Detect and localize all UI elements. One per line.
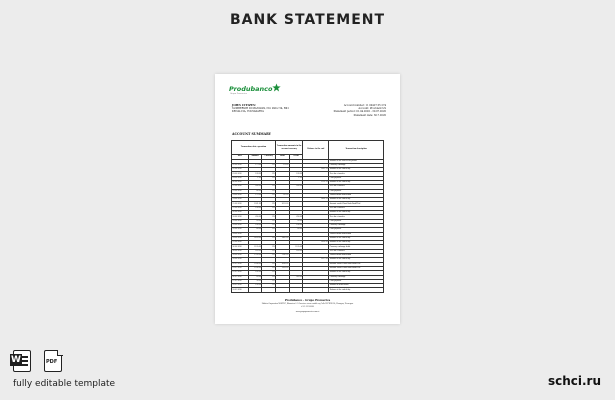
cell-credit: 128.00 [289,172,303,176]
cell-date: 14.04.2020 [232,193,249,197]
cell-description: Fees for a transfer [329,185,384,189]
cell-date: 16.04.2020 [232,211,249,215]
cell-credit: 890.00 [289,185,303,189]
cell-amount: 1098.00 [248,262,262,266]
cell-date: 09.05.2020 [232,284,249,288]
footer-phone: +505 22596080 [301,307,314,308]
cell-description: Balance at the end of day [329,258,384,262]
word-line [22,356,28,358]
page-title: BANK STATEMENT [229,12,386,28]
cell-date: 24.04.2020 [232,232,249,236]
cell-currency: US [262,215,276,219]
header-date: Date [232,155,249,160]
word-letter: W [11,355,21,365]
cell-date: 15.04.2020 [232,206,249,210]
cell-currency: US [262,219,276,223]
statement-period: Statement period: 01.04.2020 - 30.07.2020 [333,110,386,114]
cell-currency: US [262,223,276,227]
cell-description: Balance at the end of day [329,288,384,292]
cell-amount: 1.00 [248,176,262,180]
cell-amount: 1109.00 [248,245,262,249]
account-summary-title: ACCOUNT SUMMARY [232,132,271,136]
cell-date: 03.04.2020 [232,172,249,176]
template-caption: fully editable template [13,379,116,389]
cell-amount: 1460.00 [248,236,262,240]
word-line [22,360,28,362]
footer-web: www.grupopromerica.com.ni [295,312,320,313]
word-file-icon [13,350,31,372]
cell-description: Card payment [329,279,384,283]
cell-credit: 1.00 [289,176,303,180]
header-balance: Balance in the end [303,141,329,160]
cell-currency: US [262,271,276,275]
cell-debit: 1098.00 [276,262,290,266]
cell-description: Account credit Client Bank BankT.Ltd [329,202,384,206]
bank-logo: Produbanco [229,85,273,93]
cell-description: Balance at the start of the period [329,159,384,163]
cell-date: 25.04.2020 [232,241,249,245]
cell-date: 11.04.2020 [232,185,249,189]
cell-currency: US [262,245,276,249]
transactions-table [231,140,384,293]
header-amount: Amount [248,155,262,160]
cell-date: 19.04.2020 [232,223,249,227]
cell-date: 14.04.2020 [232,198,249,202]
cell-amount [248,288,262,292]
cell-currency: US [262,202,276,206]
cell-currency: US [262,249,276,253]
header-description: Transaction description [329,141,384,160]
cell-description: Card payment [329,219,384,223]
cell-date: 06.04.2020 [232,180,249,184]
footer-bank-name: Produbanco - Grupo Promerica [284,299,331,302]
cell-currency: US [262,189,276,193]
cell-amount: 190.00 [248,206,262,210]
client-info [232,104,289,114]
cell-date: 22.04.2020 [232,228,249,232]
statement-date: Statement date: 30.7.2020 [353,113,386,117]
cell-balance [303,288,329,292]
cell-description: Currency exchange debit [329,245,384,249]
cell-currency: US [262,193,276,197]
cell-credit: 690.00 [289,215,303,219]
cell-balance: 1641.21 [303,168,329,172]
header-amounts: Transaction amounts in the account currency [276,141,303,155]
cell-currency: US [262,206,276,210]
cell-credit: 108.00 [289,223,303,227]
cell-amount: 40.00 [248,275,262,279]
cell-description: Card payment [329,189,384,193]
cell-description: Balance at the end of day [329,241,384,245]
cell-amount: 690.00 [248,215,262,219]
account-number: Account number: 11 00427 65 274 [343,104,386,107]
cell-description: Transfer debit transaction [329,232,384,236]
cell-date: 19.04.2020 [232,219,249,223]
header-debit: Debit [276,155,290,160]
cell-debit: 1460.00 [276,236,290,240]
cell-description: Balance at the end of day [329,271,384,275]
cell-amount: 850.00 [248,249,262,253]
cell-credit: 20.00 [289,219,303,223]
cell-debit [276,288,290,292]
cell-balance: 1806.21 [303,198,329,202]
cell-credit: 460.00 [289,275,303,279]
cell-description: Balance at the end of day [329,180,384,184]
client-address-line2: KENALCIA, YOGYAKARTA [232,110,264,114]
cell-description: Currency exchange [329,223,384,227]
header-currency: Currency [262,155,276,160]
cell-description: Currency exchange [329,275,384,279]
cell-date: 26.04.2020 [232,245,249,249]
cell-date: 07.05.2020 [232,279,249,283]
cell-description: Account credit Client Bank BankT.Ltd [329,262,384,266]
cell-debit: 1394.00 [276,266,290,270]
cell-description: Transfer debit transaction [329,254,384,258]
cell-date: 01.05.2020 [232,262,249,266]
cell-currency: US [262,279,276,283]
cell-amount: 173.00 [248,163,262,167]
cell-balance: 1217.81 [303,258,329,262]
cell-description: Balance at the end of day [329,236,384,240]
cell-debit: 170.00 [276,193,290,197]
cell-amount: 108.00 [248,223,262,227]
cell-amount: 128.00 [248,172,262,176]
cell-description: Balance at the end of day [329,211,384,215]
cell-date: 05.05.2020 [232,271,249,275]
pdf-label: PDF [46,359,58,365]
header-credit: Credit [289,155,303,160]
table-row [232,288,384,292]
cell-amount: 1021.00 [248,202,262,206]
footer-address: Edificio Corporativo MOPPEC, Kilometro 4.5 Carretera sierra coidal esq Calle EFCBDR 3A, Managua, Nicaragua [261,304,354,305]
cell-currency: US [262,172,276,176]
cell-description: Account credit Client Bank BankT.Ltd [329,266,384,270]
cell-currency: US [262,228,276,232]
cell-debit: 173.00 [276,163,290,167]
cell-credit [289,288,303,292]
cell-date: 06.05.2020 [232,275,249,279]
cell-balance: 1430.81 [303,241,329,245]
pdf-file-icon [44,350,62,372]
cell-description: Fees for a transfer [329,215,384,219]
cell-amount: 20.00 [248,219,262,223]
statement-document [215,74,400,324]
cell-date: 04.04.2020 [232,176,249,180]
cell-description: Balance of debit transa [329,284,384,288]
cell-amount: 1394.00 [248,266,262,270]
cell-date: 15.04.2020 [232,202,249,206]
cell-currency: US [262,236,276,240]
cell-amount: 1780.00 [248,254,262,258]
pdf-corner [57,350,63,356]
cell-amount: 80.00 [248,228,262,232]
account-name: Account: Provident US [358,107,386,111]
cell-description: Card payment [329,176,384,180]
cell-currency: US [262,254,276,258]
cell-currency: US [262,262,276,266]
cell-debit: 1021.00 [276,202,290,206]
cell-currency: US [262,266,276,270]
cell-amount: 170.00 [248,193,262,197]
word-line [22,364,28,366]
cell-currency: US [262,275,276,279]
cell-credit: 80.00 [289,228,303,232]
cell-description: Fees for a transfer [329,172,384,176]
header-transaction: Transaction, date, operation [232,141,276,155]
cell-date: 01.04.2020 [232,163,249,167]
client-name: JOHN CITIZEN [232,103,256,107]
cell-date: 18.04.2020 [232,215,249,219]
cell-description: Fees for a transfer [329,206,384,210]
cell-date: 29.04.2020 [232,254,249,258]
cell-description: Card payment [329,228,384,232]
cell-amount: 890.00 [248,185,262,189]
cell-description: Balance at the end of day [329,198,384,202]
cell-currency: US [262,185,276,189]
cell-description: Fees for a transfer [329,249,384,253]
bank-subtitle: Grupo Promerica [230,93,247,95]
cell-description: Transfer debit transaction [329,193,384,197]
account-info [334,104,386,117]
cell-balance: 1512.21 [303,180,329,184]
cell-credit: 850.00 [289,249,303,253]
cell-date: 28.04.2020 [232,249,249,253]
cell-date: 10.05.2020 [232,288,249,292]
site-brand: schci.ru [547,374,601,388]
cell-amount: 84.00 [248,189,262,193]
cell-date: 24.04.2020 [232,236,249,240]
cell-amount: 102.00 [248,271,262,275]
cell-description: Currency exchange [329,163,384,167]
cell-description: Balance at the end of day [329,168,384,172]
cell-amount: 190.00 [248,284,262,288]
cell-credit: 1109.00 [289,245,303,249]
client-address-line1: SUMBERSIH DI MANGGIS, NO. PALU 54, BK1 [232,107,289,111]
bank-star-logo-icon [272,83,281,92]
cell-date: 01.04.2020 [232,168,249,172]
cell-debit: 1780.00 [276,254,290,258]
cell-date: 29.04.2020 [232,258,249,262]
cell-currency: US [262,284,276,288]
cell-currency: US [262,176,276,180]
cell-amount: 30.00 [248,279,262,283]
cell-currency [262,288,276,292]
cell-date: 12.04.2020 [232,189,249,193]
cell-date: 03.05.2020 [232,266,249,270]
cell-currency: US [262,163,276,167]
